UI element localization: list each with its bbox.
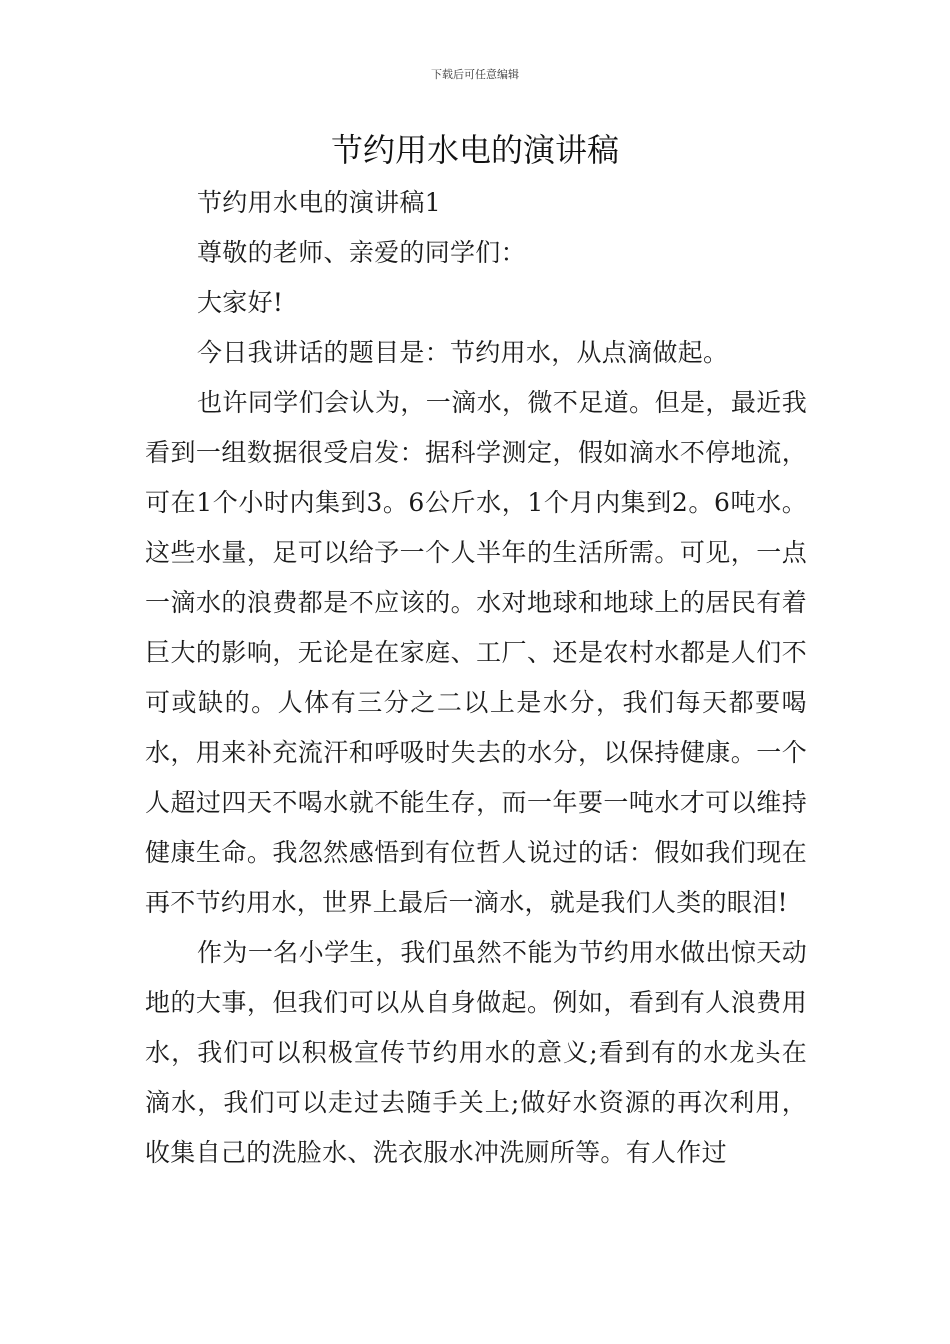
paragraph-subtitle: 节约用水电的演讲稿1 [197,188,441,217]
paragraph-body-2: 作为一名小学生，我们虽然不能为节约用水做出惊天动地的大事，但我们可以从自身做起。例如，看到有人浪费用水，我们可以积极宣传节约用水的意义;看到有的水龙头在滴水，我们可以走过去随手关上;做好水资源的再次利用，收集自己的洗脸水、洗衣服水冲洗厕所等。有人作过 [145,938,807,1167]
header-note: 下载后可任意编辑 [431,68,519,81]
paragraph-salutation: 尊敬的老师、亲爱的同学们： [197,238,526,267]
document-body [145,178,807,1178]
paragraph-topic: 今日我讲话的题目是：节约用水，从点滴做起。 [197,338,729,367]
paragraph-greeting: 大家好! [197,288,284,317]
document-title: 节约用水电的演讲稿 [330,131,619,169]
paragraph-body-1: 也许同学们会认为，一滴水，微不足道。但是，最近我看到一组数据很受启发：据科学测定，假如滴水不停地流，可在1个小时内集到3。6公斤水，1个月内集到2。6吨水。这些水量，足可以给予一个人半年的生活所需。可见，一点一滴水的浪费都是不应该的。水对地球和地球上的居民有着巨大的影响，无论是在家庭、工厂、还是农村水都是人们不可或缺的。人体有三分之二以上是水分，我们每天都要喝水，用来补充流汗和呼吸时失去的水分，以保持健康。一个人超过四天不喝水就不能生存，而一年要一吨水才可以维持健康生命。我忽然感悟到有位哲人说过的话：假如我们现在再不节约用水，世界上最后一滴水，就是我们人类的眼泪! [145,388,807,917]
